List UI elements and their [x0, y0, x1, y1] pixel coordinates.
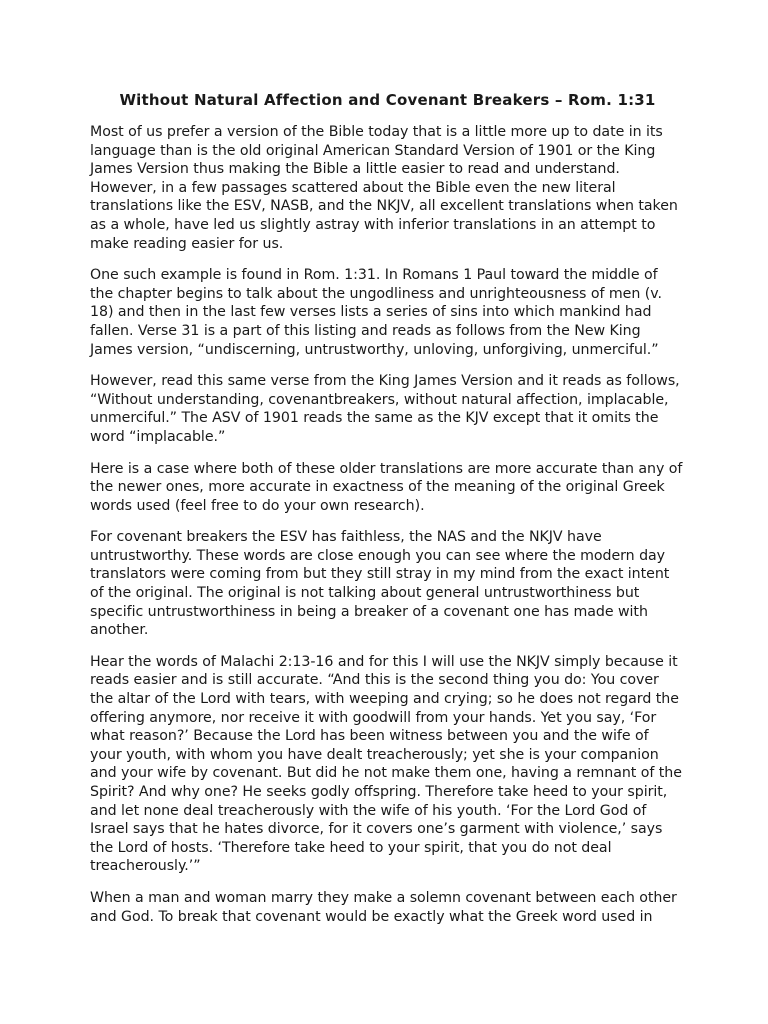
paragraph-4: Here is a case where both of these older translations are more accurate than any of the newer ones, more accurate in exactness of the meaning of the original Greek words used (feel free to do your own research). — [90, 460, 683, 514]
paragraph-2: One such example is found in Rom. 1:31. In Romans 1 Paul toward the middle of the chapter begins to talk about the ungodliness and unrighteousness of men (v. 18) and then in the last few verses lists a series of sins into which mankind had fallen. Verse 31 is a part of this listing and reads as follows from the New King James version, “undiscerning, untrustworthy, unloving, unforgiving, unmerciful.” — [90, 267, 662, 358]
paragraph-3: However, read this same verse from the King James Version and it reads as follows, “Without understanding, covenantbreakers, without natural affection, implacable, unmerciful.” The ASV of 1901 reads the same as the KJV except that it omits the word “implacable.” — [90, 373, 680, 445]
paragraph-6: Hear the words of Malachi 2:13-16 and for this I will use the NKJV simply because it reads easier and is still accurate. “And this is the second thing you do: You cover the altar of the Lord with tears, with weeping and crying; so he does not regard the offering anymore, nor receive it with goodwill from your hands. Yet you say, ‘For what reason?’ Because the Lord has been witness between you and the wife of your youth, with whom you have dealt treacherously; yet she is your companion and your wife by covenant. But did he not make them one, having a remnant of the Spirit? And why one? He seeks godly offspring. Therefore take heed to your spirit, and let none deal treacherously with the wife of his youth. ‘For the Lord God of Israel says that he hates divorce, for it covers one’s garment with violence,’ says the Lord of hosts. ‘Therefore take heed to your spirit, that you do not deal treacherously.’” — [90, 653, 682, 875]
paragraph-5: For covenant breakers the ESV has faithless, the NAS and the NKJV have untrustworthy. These words are close enough you can see where the modern day translators were coming from but they still stray in my mind from the exact intent of the original. The original is not talking about general untrustworthiness but specific untrustworthiness in being a breaker of a covenant one has made with another. — [90, 529, 670, 639]
paragraph-1: Most of us prefer a version of the Bible today that is a little more up to date in its language than is the old original American Standard Version of 1901 or the King James Version thus making the Bible a little easier to read and understand. However, in a few passages scattered about the Bible even the new literal translations like the ESV, NASB, and the NKJV, all excellent translations when taken as a whole, have led us slightly astray with inferior translations in an attempt to make reading easier for us. — [90, 124, 678, 252]
document-title: Without Natural Affection and Covenant Breakers – Rom. 1:31 — [119, 91, 656, 109]
paragraph-7: When a man and woman marry they make a solemn covenant between each other and God. To break that covenant would be exactly what the Greek word used in — [90, 889, 677, 925]
